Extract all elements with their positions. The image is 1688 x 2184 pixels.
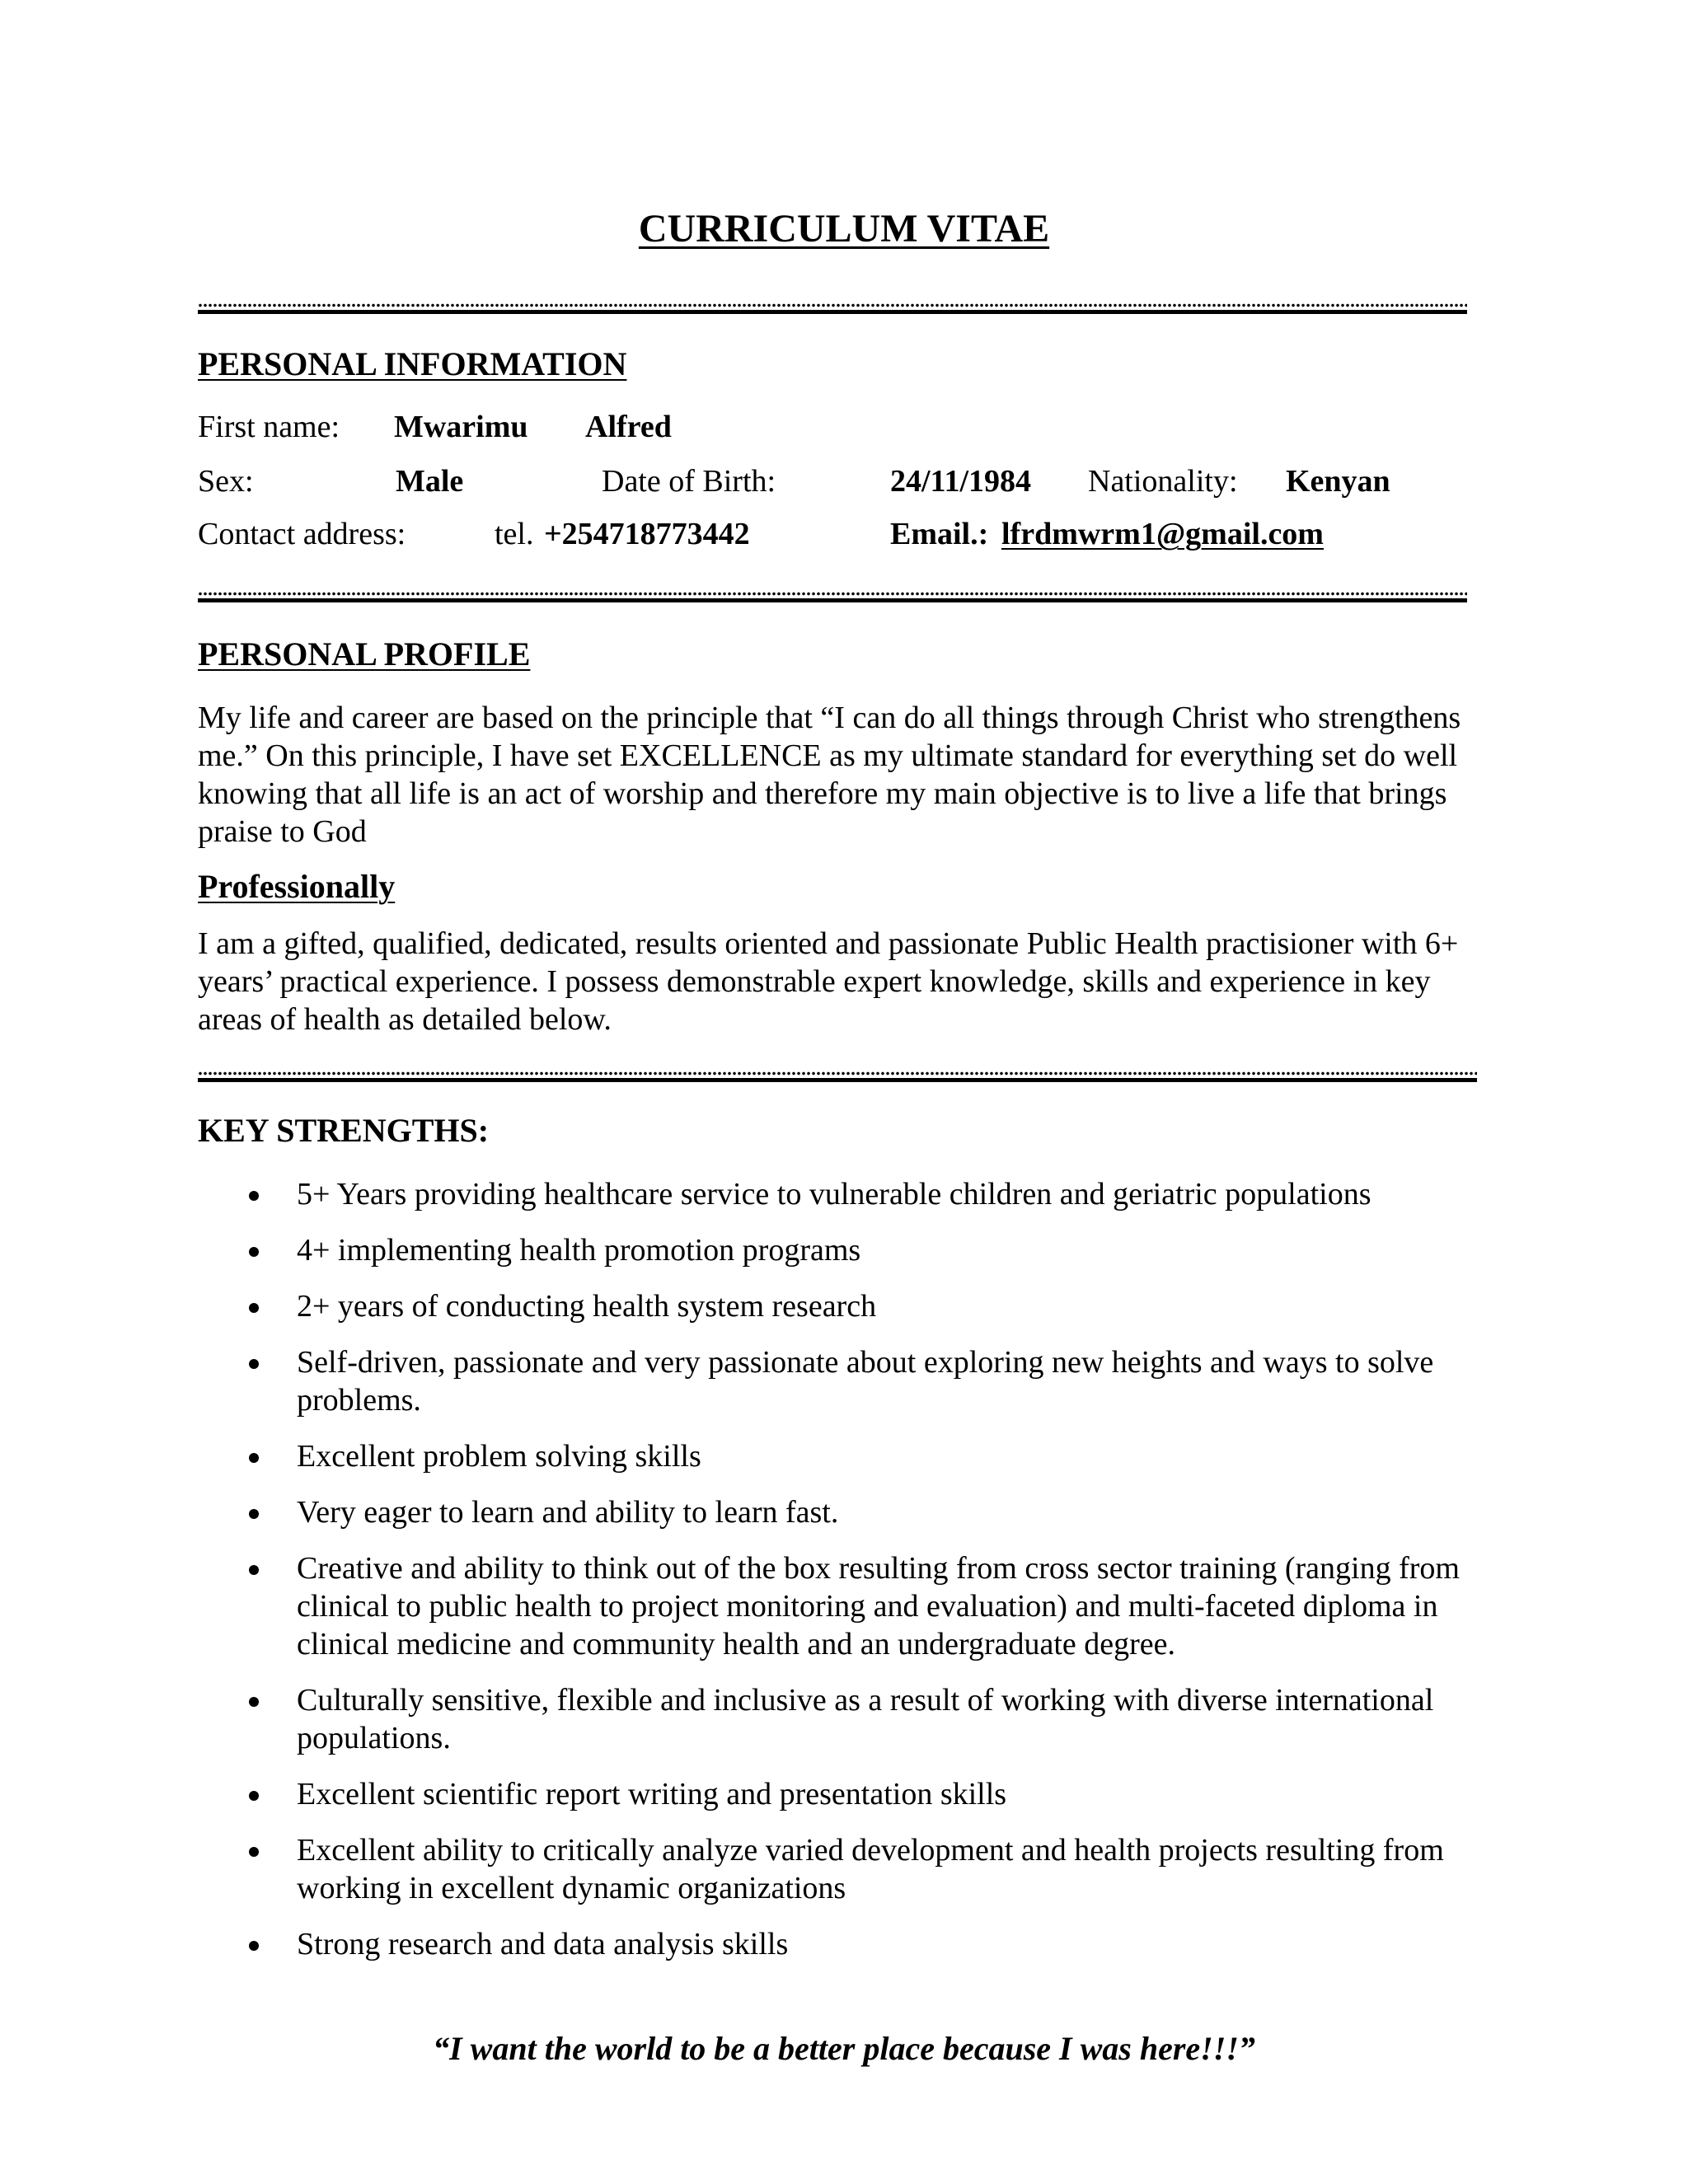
list-item: Self-driven, passionate and very passionate about exploring new heights and ways to solve problems.: [198, 1343, 1484, 1419]
section-separator: [198, 1071, 1477, 1083]
section-separator: [198, 592, 1467, 603]
sex-value: Male: [396, 464, 464, 499]
key-strengths-heading: KEY STRENGTHS:: [198, 1112, 490, 1149]
professionally-text: I am a gifted, qualified, dedicated, results oriented and passionate Public Health practisioner with 6+ years’ practical experience. I possess demonstrable expert knowledge, skills and experience in key areas of health as detailed below.: [198, 926, 1459, 1037]
first-name-label: First name:: [198, 410, 340, 444]
bullet-icon: [249, 1509, 259, 1519]
bullet-icon: [249, 1303, 259, 1313]
section-separator: [198, 303, 1467, 315]
bullet-icon: [249, 1847, 259, 1857]
bullet-icon: [249, 1697, 259, 1707]
list-item: 5+ Years providing healthcare service to vulnerable children and geriatric populations: [198, 1175, 1484, 1213]
list-item: Culturally sensitive, flexible and inclusive as a result of working with diverse international populations.: [198, 1681, 1484, 1757]
bullet-icon: [249, 1247, 259, 1257]
personal-profile-text: My life and career are based on the principle that “I can do all things through Christ who strengthens me.” On this principle, I have set EXCELLENCE as my ultimate standard for everything set do well knowing that all life is an act of worship and therefore my main objective is to live a life that brings praise to God: [198, 701, 1461, 849]
list-item: Very eager to learn and ability to learn fast.: [198, 1493, 1484, 1531]
list-item: Creative and ability to think out of the box resulting from cross sector training (ranging from clinical to public health to project monitoring and evaluation) and multi-faceted diploma in clinical medicine and community health and an undergraduate degree.: [198, 1549, 1484, 1663]
tel-value: +254718773442: [544, 517, 750, 551]
list-item: 4+ implementing health promotion programs: [198, 1231, 1484, 1269]
bullet-icon: [249, 1565, 259, 1575]
email-label: Email.:: [890, 517, 989, 551]
sex-label: Sex:: [198, 464, 254, 499]
bullet-icon: [249, 1941, 259, 1951]
tel-label: tel.: [495, 517, 534, 551]
key-strengths-list: [198, 1175, 1484, 1981]
list-item: Excellent ability to critically analyze varied development and health projects resulting from working in excellent dynamic organizations: [198, 1831, 1484, 1907]
document-title: CURRICULUM VITAE: [638, 207, 1050, 251]
first-name-value: Mwarimu: [394, 410, 528, 444]
list-item: Excellent scientific report writing and presentation skills: [198, 1775, 1484, 1813]
list-item: Strong research and data analysis skills: [198, 1925, 1484, 1963]
bullet-icon: [249, 1453, 259, 1463]
dob-label: Date of Birth:: [602, 464, 776, 499]
list-item: 2+ years of conducting health system research: [198, 1287, 1484, 1325]
nationality-label: Nationality:: [1088, 464, 1238, 499]
footer-quote: “I want the world to be a better place because I was here!!!”: [433, 2030, 1255, 2067]
personal-profile-heading: PERSONAL PROFILE: [198, 635, 531, 673]
bullet-icon: [249, 1359, 259, 1369]
last-name-value: Alfred: [585, 410, 672, 444]
list-item: Excellent problem solving skills: [198, 1437, 1484, 1475]
professionally-heading: Professionally: [198, 868, 396, 905]
contact-address-label: Contact address:: [198, 517, 406, 551]
nationality-value: Kenyan: [1286, 464, 1390, 499]
dob-value: 24/11/1984: [890, 464, 1032, 499]
bullet-icon: [249, 1791, 259, 1801]
bullet-icon: [249, 1191, 259, 1201]
email-link[interactable]: lfrdmwrm1@gmail.com: [1001, 517, 1324, 551]
personal-information-heading: PERSONAL INFORMATION: [198, 345, 627, 382]
